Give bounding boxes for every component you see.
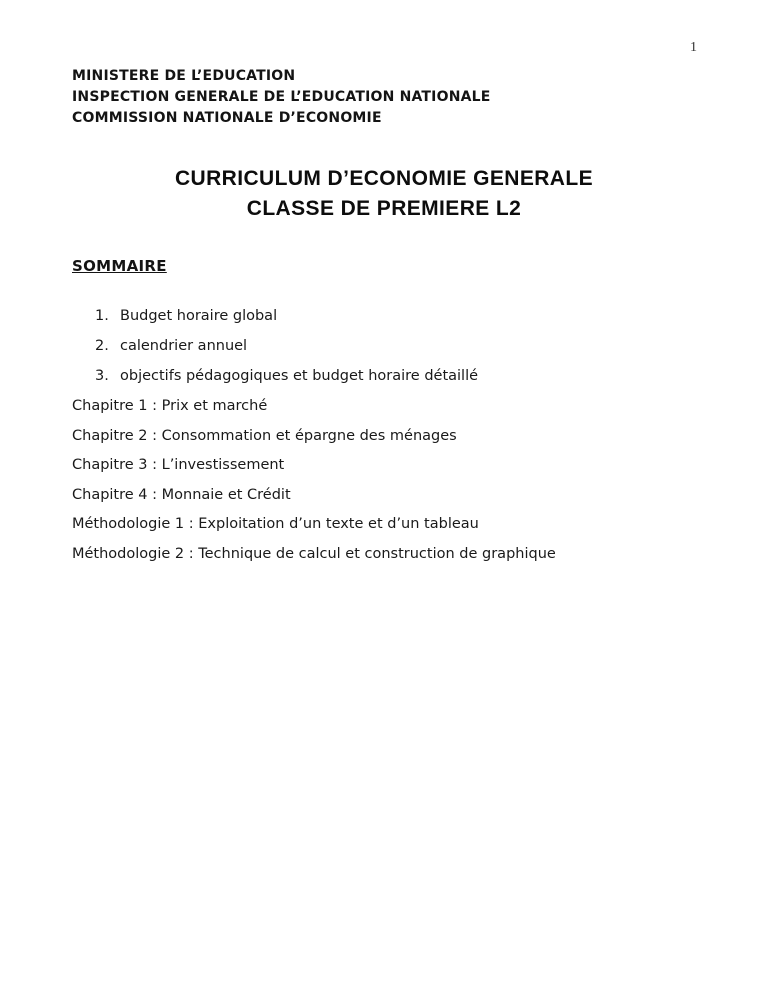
header-line-commission: COMMISSION NATIONALE D’ECONOMIE bbox=[72, 110, 382, 126]
list-item-number: 1. bbox=[95, 308, 109, 324]
sommaire-entries bbox=[72, 398, 728, 575]
toc-entry-chapitre-2: Chapitre 2 : Consommation et épargne des ménages bbox=[72, 427, 457, 444]
toc-entry-chapitre-3: Chapitre 3 : L’investissement bbox=[72, 457, 285, 473]
sommaire-heading: SOMMAIRE bbox=[72, 257, 167, 275]
list-item bbox=[95, 338, 478, 368]
document-title-line-2: CLASSE DE PREMIERE L2 bbox=[246, 197, 522, 220]
document-title bbox=[0, 164, 768, 224]
list-item-number: 3. bbox=[95, 368, 109, 384]
toc-entry-methodologie-2: Méthodologie 2 : Technique de calcul et construction de graphique bbox=[72, 545, 556, 562]
toc-entry-chapitre-1: Chapitre 1 : Prix et marché bbox=[72, 398, 268, 414]
list-item-label: calendrier annuel bbox=[120, 338, 248, 354]
list-item-label: objectifs pédagogiques et budget horaire détaillé bbox=[120, 368, 479, 384]
document-title-line-1: CURRICULUM D’ECONOMIE GENERALE bbox=[174, 167, 593, 190]
ministry-header bbox=[72, 66, 708, 129]
toc-entry-methodologie-1: Méthodologie 1 : Exploitation d’un texte et d’un tableau bbox=[72, 516, 479, 532]
list-item-number: 2. bbox=[95, 338, 109, 354]
list-item-label: Budget horaire global bbox=[120, 308, 278, 324]
header-line-inspection: INSPECTION GENERALE DE L’EDUCATION NATIONALE bbox=[72, 89, 491, 105]
list-item bbox=[95, 308, 478, 338]
toc-entry-chapitre-4: Chapitre 4 : Monnaie et Crédit bbox=[72, 486, 291, 503]
list-item bbox=[95, 368, 478, 398]
page-number: 1 bbox=[690, 40, 697, 55]
sommaire-numbered-list bbox=[95, 308, 478, 398]
header-line-ministry: MINISTERE DE L’EDUCATION bbox=[72, 68, 296, 84]
